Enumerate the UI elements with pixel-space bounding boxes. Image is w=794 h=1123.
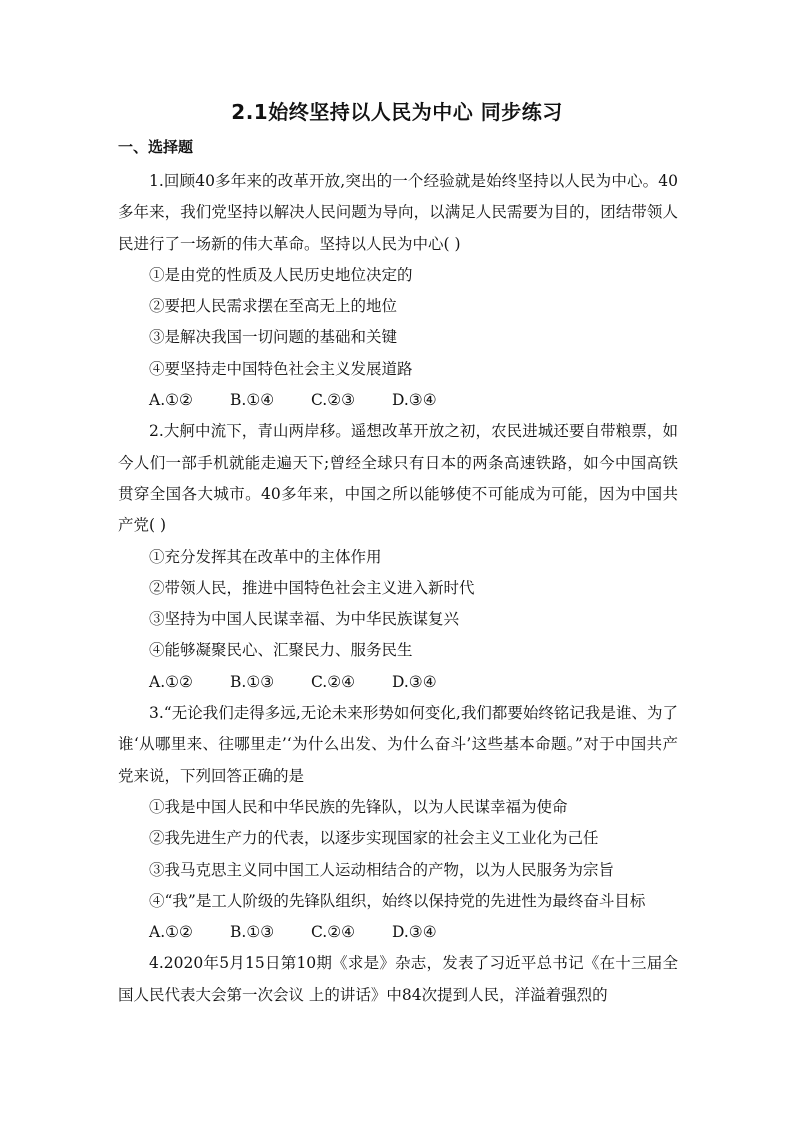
question-list: [118, 166, 678, 1011]
choice-b: B.①④: [230, 391, 275, 410]
option-item: ③坚持为中国人民谋幸福、为中华民族谋复兴: [149, 610, 460, 629]
answer-choices: [118, 385, 678, 416]
option-item: ①充分发挥其在改革中的主体作用: [149, 547, 382, 566]
option-item: ③我马克思主义同中国工人运动相结合的产物，以为人民服务为宗旨: [149, 860, 615, 879]
question-stem: 2.大舸中流下，青山两岸移。遥想改革开放之初，农民进城还要自带粮票，如今人们一部手机就能走遍天下;曾经全球只有日本的两条高速铁路，如今中国高铁贯穿全国各大城市。40多年来，中国之所以能够使不可能成为可能，因为中国共产党( ): [118, 422, 678, 535]
choice-c: C.②④: [311, 923, 356, 942]
choice-a: A.①②: [149, 672, 193, 691]
option-item: ④“我”是工人阶级的先锋队组织，始终以保持党的先进性为最终奋斗目标: [149, 891, 646, 910]
choice-b: B.①③: [230, 672, 275, 691]
option-item: ④能够凝聚民心、汇聚民力、服务民生: [149, 641, 413, 660]
section-heading: 一、选择题: [118, 138, 194, 156]
answer-choices: [118, 917, 678, 948]
question-stem: 1.回顾40多年来的改革开放,突出的一个经验就是始终坚持以人民为中心。40多年来，我们党坚持以解决人民问题为导向，以满足人民需要为目的，团结带领人民进行了一场新的伟大革命。坚持以人民为中心( ): [118, 172, 678, 253]
choice-c: C.②③: [311, 391, 356, 410]
option-item: ①我是中国人民和中华民族的先锋队，以为人民谋幸福为使命: [149, 797, 568, 816]
choice-d: D.③④: [392, 672, 437, 691]
choice-a: A.①②: [149, 391, 193, 410]
choice-a: A.①②: [149, 923, 193, 942]
question-stem: 3.“无论我们走得多远,无论未来形势如何变化,我们都要始终铭记我是谁、为了谁‘从哪里来、往哪里走’‘为什么出发、为什么奋斗’这些基本命题。”对于中国共产党来说，下列回答正确的是: [118, 704, 678, 785]
choice-d: D.③④: [392, 923, 437, 942]
choice-b: B.①③: [230, 923, 275, 942]
answer-choices: [118, 667, 678, 698]
option-item: ④要坚持走中国特色社会主义发展道路: [149, 359, 413, 378]
page-title: 2.1始终坚持以人民为中心 同步练习: [231, 100, 563, 124]
option-item: ③是解决我国一切问题的基础和关键: [149, 328, 398, 347]
question-stem: 4.2020年5月15日第10期《求是》杂志，发表了习近平总书记《在十三届全国人民代表大会第一次会议 上的讲话》中84次提到人民，洋溢着强烈的: [118, 954, 678, 1004]
option-item: ②要把人民需求摆在至高无上的地位: [149, 297, 398, 316]
choice-c: C.②④: [311, 672, 356, 691]
option-item: ①是由党的性质及人民历史地位决定的: [149, 265, 413, 284]
choice-d: D.③④: [392, 391, 437, 410]
option-item: ②带领人民，推进中国特色社会主义进入新时代: [149, 578, 475, 597]
option-item: ②我先进生产力的代表，以逐步实现国家的社会主义工业化为己任: [149, 829, 599, 848]
